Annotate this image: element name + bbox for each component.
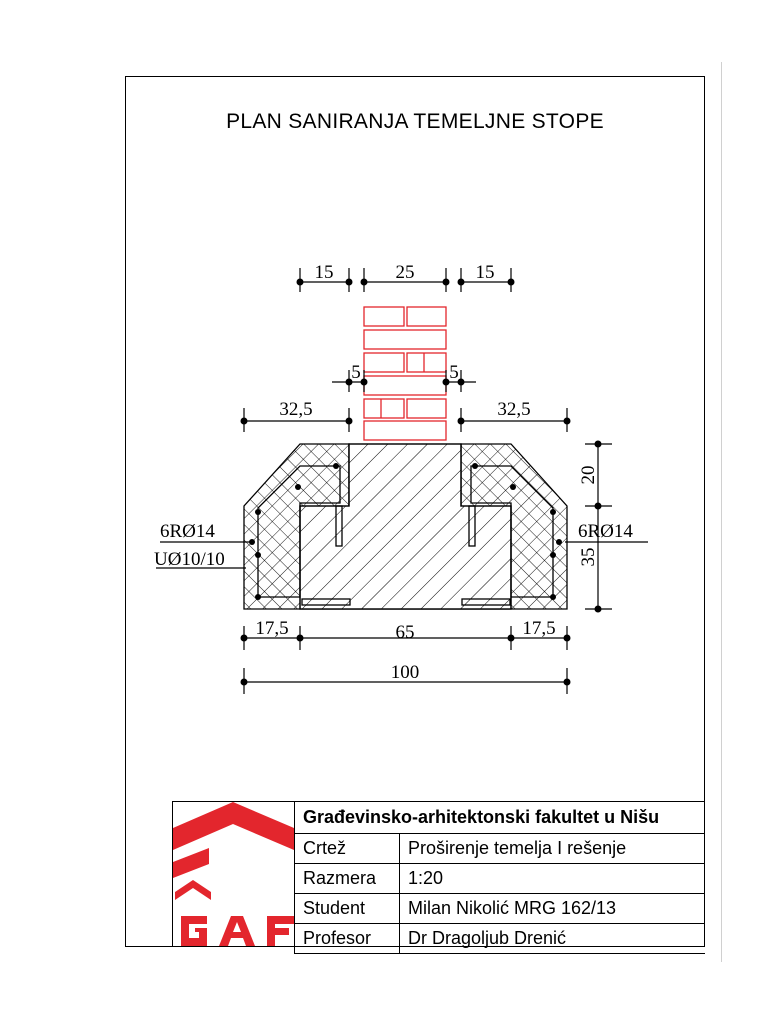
dim-top-left: 15 bbox=[314, 262, 334, 283]
row-label-crtez: Crtež bbox=[295, 834, 400, 864]
dim-step-left: 32,5 bbox=[279, 399, 313, 420]
table-row bbox=[295, 834, 706, 864]
dim-base-left: 17,5 bbox=[255, 618, 289, 639]
table-row bbox=[295, 864, 706, 894]
dim-height-top: 20 bbox=[578, 465, 599, 485]
row-label-profesor: Profesor bbox=[295, 924, 400, 954]
row-value-student: Milan Nikolić MRG 162/13 bbox=[400, 894, 706, 924]
title-block bbox=[172, 801, 705, 947]
row-value-crtez: Proširenje temelja I rešenje bbox=[400, 834, 706, 864]
dim-base-mid: 65 bbox=[395, 622, 415, 643]
dim-offset-left: 5 bbox=[351, 362, 361, 383]
drawing-title: PLAN SANIRANJA TEMELJNE STOPE bbox=[226, 110, 604, 133]
row-value-razmera: 1:20 bbox=[400, 864, 706, 894]
title-block-table bbox=[294, 802, 705, 954]
label-rebar-right: 6RØ14 bbox=[578, 521, 633, 542]
dim-total: 100 bbox=[390, 662, 420, 683]
dim-top-right: 15 bbox=[475, 262, 495, 283]
gaf-logo-icon bbox=[173, 802, 294, 946]
label-stirrup-left: UØ10/10 bbox=[154, 549, 225, 570]
dim-top-mid: 25 bbox=[395, 262, 415, 283]
table-row bbox=[295, 894, 706, 924]
dim-step-right: 32,5 bbox=[497, 399, 531, 420]
dim-base-right: 17,5 bbox=[522, 618, 556, 639]
institution-name: Građevinsko-arhitektonski fakultet u Nišu bbox=[295, 802, 706, 834]
label-rebar-left: 6RØ14 bbox=[160, 521, 215, 542]
row-value-profesor: Dr Dragoljub Drenić bbox=[400, 924, 706, 954]
dim-offset-right: 5 bbox=[449, 362, 459, 383]
gaf-logo bbox=[173, 802, 294, 946]
dim-height-bottom: 35 bbox=[578, 547, 599, 567]
table-row bbox=[295, 924, 706, 954]
row-label-student: Student bbox=[295, 894, 400, 924]
row-label-razmera: Razmera bbox=[295, 864, 400, 894]
brick-wall bbox=[364, 307, 446, 440]
